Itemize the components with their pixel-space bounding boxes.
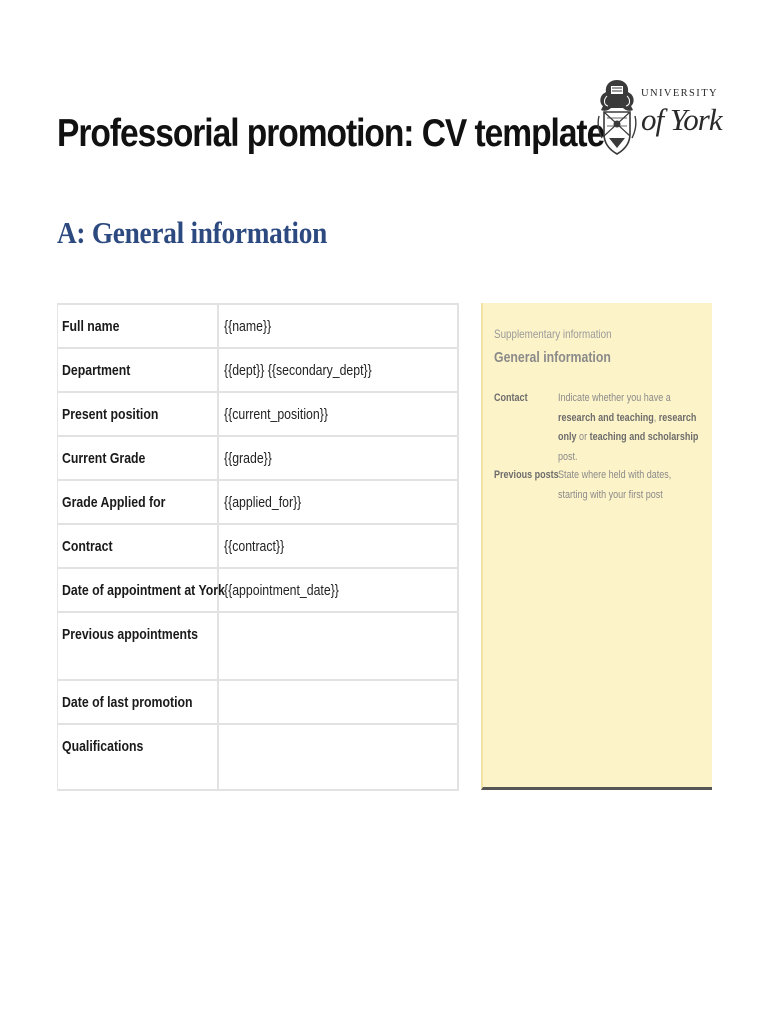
- row-label: Qualifications: [58, 725, 219, 789]
- table-row: [58, 481, 459, 525]
- table-row: [58, 305, 459, 349]
- table-row: [58, 393, 459, 437]
- table-row: [58, 681, 459, 725]
- row-label: Date of last promotion: [58, 681, 219, 723]
- row-label: Current Grade: [58, 437, 219, 479]
- row-value[interactable]: {{name}}: [219, 305, 459, 347]
- contact-guidance: Indicate whether you have a research and teaching, research only or teaching and scholarship post.: [558, 392, 699, 463]
- section-heading: A: General information: [57, 215, 327, 250]
- supplementary-panel: [481, 303, 712, 790]
- row-value[interactable]: {{grade}}: [219, 437, 459, 479]
- table-row: [58, 349, 459, 393]
- row-value[interactable]: [219, 725, 459, 789]
- row-value[interactable]: [219, 613, 459, 679]
- page-title: Professorial promotion: CV template: [57, 112, 605, 155]
- row-label: Grade Applied for: [58, 481, 219, 523]
- contact-label: Contact: [494, 392, 528, 404]
- table-row: [58, 569, 459, 613]
- university-crest-icon: [597, 76, 637, 160]
- row-value[interactable]: {{appointment_date}}: [219, 569, 459, 611]
- row-value[interactable]: {{dept}} {{secondary_dept}}: [219, 349, 459, 391]
- table-row: [58, 613, 459, 681]
- table-row: [58, 525, 459, 569]
- row-label: Contract: [58, 525, 219, 567]
- logo-text-of-york: of York: [641, 102, 722, 137]
- table-row: [58, 437, 459, 481]
- supplementary-title: General information: [494, 349, 611, 366]
- row-value[interactable]: {{applied_for}}: [219, 481, 459, 523]
- row-value[interactable]: [219, 681, 459, 723]
- previous-posts-label: Previous posts: [494, 469, 559, 481]
- row-label: Previous appointments: [58, 613, 219, 679]
- row-label: Present position: [58, 393, 219, 435]
- table-row: [58, 725, 459, 791]
- previous-posts-guidance: State where held with dates, starting with your first post: [558, 469, 672, 501]
- row-label: Date of appointment at York: [58, 569, 219, 611]
- row-label: Full name: [58, 305, 219, 347]
- row-value[interactable]: {{current_position}}: [219, 393, 459, 435]
- row-value[interactable]: {{contract}}: [219, 525, 459, 567]
- logo-text-university: UNIVERSITY: [641, 88, 718, 99]
- general-info-table: [57, 303, 459, 791]
- supplementary-kicker: Supplementary information: [494, 327, 612, 341]
- university-logo: [597, 76, 722, 160]
- row-label: Department: [58, 349, 219, 391]
